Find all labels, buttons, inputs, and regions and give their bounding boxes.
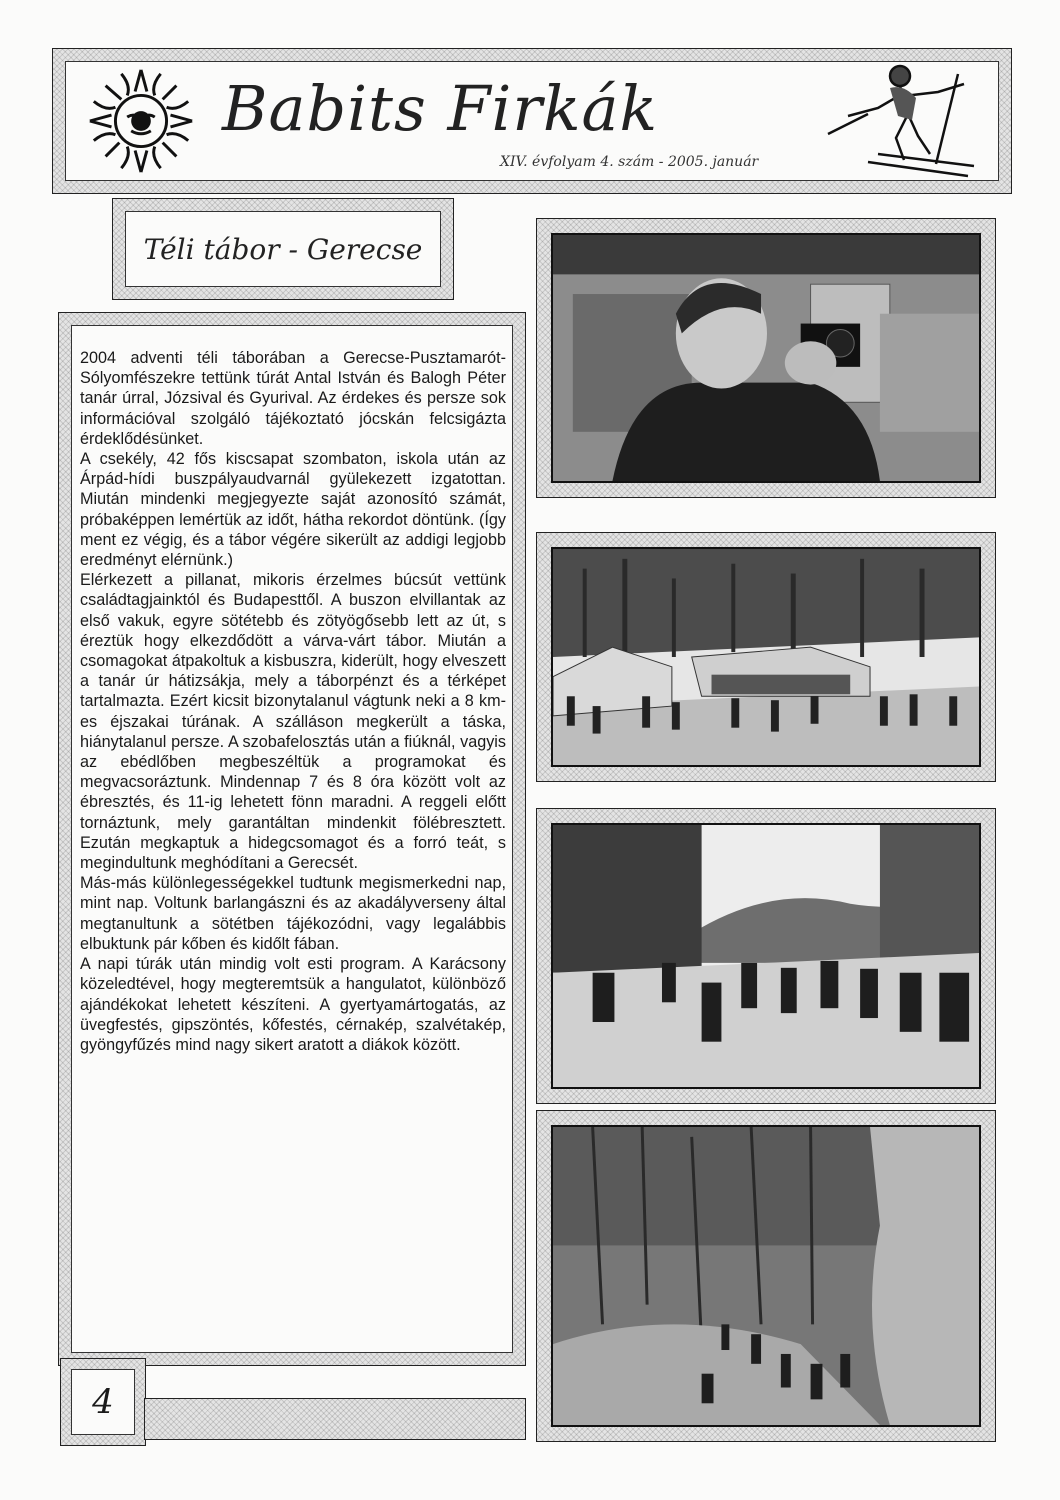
photo-hikers-walking <box>551 823 981 1089</box>
article-paragraph: A csekély, 42 fős kiscsapat szombaton, iskola után az Árpád-hídi buszpályaudvarnál gyülekezett izgatottan. Miután mindenki megjegyezte saját azonosító számát, próbaképpen lemértük az időt, hátha rekordot döntünk. (Így ment ez végig, és a tábor végére sikerült az addigi legjobb eredményt elérnünk.) <box>80 450 506 570</box>
page-number-box <box>60 1358 146 1446</box>
photo-group-building <box>551 547 981 767</box>
article-box <box>58 312 526 1366</box>
sun-logo-icon <box>82 62 200 180</box>
section-title-inner <box>125 211 441 287</box>
page-number: 4 <box>92 1382 114 1422</box>
article-paragraph: Elérkezett a pillanat, mikoris érzelmes búcsút vettünk családtagjainktól és Budapesttől. A buszon elvillantak az első vakuk, egyre sötétebb és zötyögősebb lett az út, s éreztük hogy elkezdődött a várva-várt tábor. Miután a csomagokat átpakoltuk a kisbuszra, kiderült, hogy elveszett a tanár úr hátizsákja, mely a táborpénzt és a térképet tartalmazta. Ezért kicsit bizonytalanul vágtunk neki a 8 km-es éjszakai túrának. A szálláson megkerült a táska, hiánytalanul persze. A szobafelosztás után a fiúknál, vagyis az ebédlőben megbeszéltük a programokat és megvacsoráztunk. Mindennap 7 és 8 óra között volt az ébresztés, és 11-ig lehetett fönn maradni. A reggeli előtt tornáztunk, mely garantáltan mindenkit fölébresztett. Ezután megkaptuk a hidegcsomagot és a forró teát, s megindultunk meghódítani a Gerecsét. <box>80 571 506 873</box>
photo-camera-boy <box>551 233 981 483</box>
article-paragraph: Más-más különlegességekkel tudtunk megismerkedni nap, mint nap. Voltunk barlangászni és az akadályverseny által megtanultunk a sötétben tájékozódni, vagy legalábbis elbuktunk pár kőben és kidőlt fában. <box>80 874 506 953</box>
article-inner <box>71 325 513 1353</box>
article-body <box>80 348 506 1344</box>
article-paragraph: A napi túrák után mindig volt esti program. A Karácsony közeledtével, hogy megteremtsük a hangulatot, különböző ajándékokat lehetett készíteni. A gyertyamártogatás, az üvegfestés, gipszöntés, kőfestés, cérnakép, szalvétakép, gyöngyfűzés mind nagy sikert aratott a diákok között. <box>80 955 506 1054</box>
photo-frame-3 <box>536 808 996 1104</box>
photo-frame-2 <box>536 532 996 782</box>
skier-icon <box>808 54 978 178</box>
photo-gorge <box>551 1125 981 1427</box>
photo-frame-4 <box>536 1110 996 1442</box>
section-title-box <box>112 198 454 300</box>
section-title: Téli tábor - Gerecse <box>143 232 423 266</box>
page-number-inner <box>71 1369 135 1435</box>
photo-frame-1 <box>536 218 996 498</box>
article-paragraph: 2004 adventi téli táborában a Gerecse-Pusztamarót-Sólyomfészekre tettünk túrát Antal István és Balogh Péter tanár úrral, Józsival és Gyurival. Az érdekes és persze sok információval szolgáló tájékoztató jócskán felcsigázta érdeklődésünket. <box>80 349 506 448</box>
issue-info: XIV. évfolyam 4. szám - 2005. január <box>500 154 759 170</box>
newspaper-title: Babits Firkák <box>222 72 659 145</box>
bottom-border-bar <box>144 1398 526 1440</box>
